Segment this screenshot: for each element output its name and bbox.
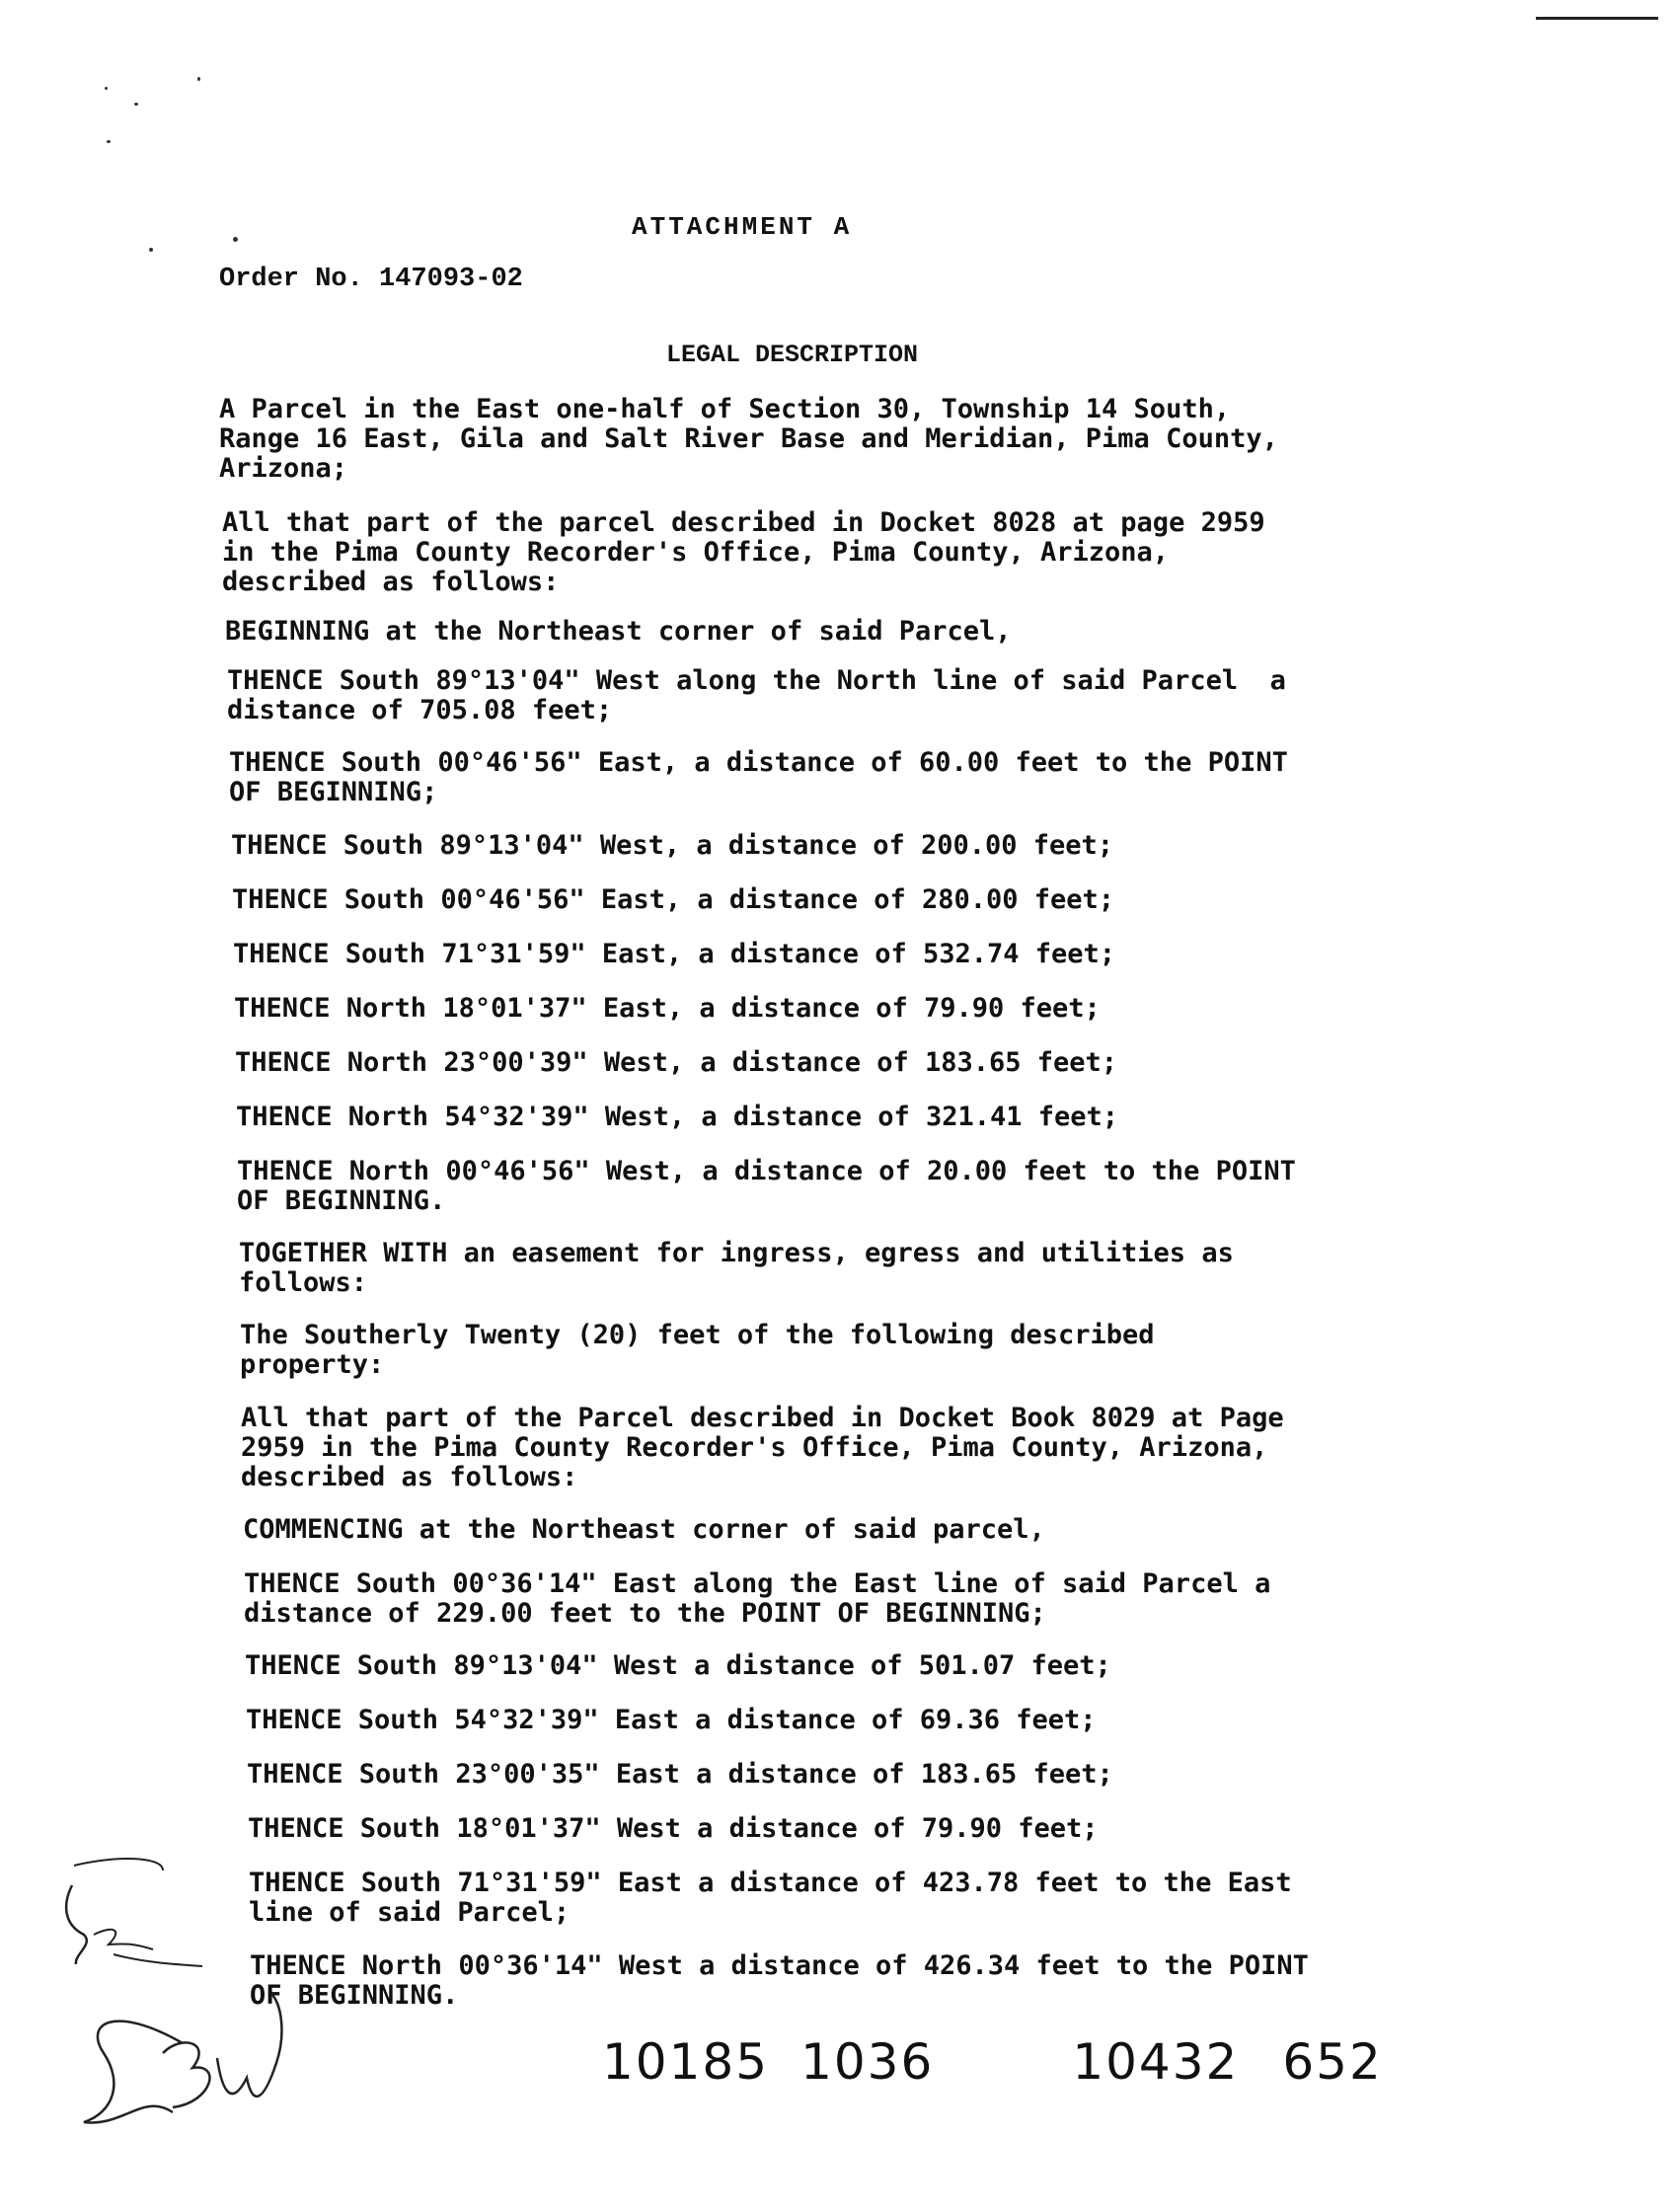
paragraph-easement-docket: All that part of the Parcel described in Docket Book 8029 at Page 2959 in the Pima County Recorder's Office, Pima County, Arizona, described as follows: — [241, 1403, 1284, 1492]
paragraph-course: THENCE South 89°13'04" West a distance of 501.07 feet; — [245, 1650, 1111, 1681]
paragraph-commencing: COMMENCING at the Northeast corner of said parcel, — [243, 1514, 1045, 1545]
paragraph-parcel-docket: All that part of the parcel described in Docket 8028 at page 2959 in the Pima County Recorder's Office, Pima County, Arizona, described as follows: — [222, 507, 1265, 597]
scan-speck — [134, 103, 138, 106]
paragraph-course: THENCE South 18°01'37" West a distance of 79.90 feet; — [248, 1813, 1099, 1844]
scan-speck — [107, 140, 111, 143]
paragraph-course: THENCE South 00°36'14" East along the East line of said Parcel a distance of 229.00 feet to the POINT OF BEGINNING; — [244, 1568, 1271, 1629]
paragraph-course: THENCE South 89°13'04" West, a distance of 200.00 feet; — [231, 830, 1114, 861]
paragraph-course: THENCE South 00°46'56" East, a distance of 60.00 feet to the POINT OF BEGINNING; — [229, 747, 1288, 807]
paragraph-beginning: BEGINNING at the Northeast corner of said Parcel, — [225, 616, 1012, 647]
recording-numbers — [602, 2033, 1383, 2091]
recording-number: 10432 — [1072, 2033, 1240, 2091]
paragraph-course: THENCE South 00°46'56" East, a distance of 280.00 feet; — [232, 884, 1115, 915]
paragraph-course: THENCE North 18°01'37" East, a distance of 79.90 feet; — [234, 993, 1101, 1024]
recording-number: 1036 — [800, 2033, 935, 2091]
attachment-heading: ATTACHMENT A — [632, 212, 853, 242]
handwritten-initials — [54, 1856, 331, 2172]
paragraph-course: THENCE North 00°46'56" West, a distance of 20.00 feet to the POINT OF BEGINNING. — [237, 1156, 1296, 1216]
paragraph-course: THENCE South 23°00'35" East a distance of 183.65 feet; — [247, 1759, 1113, 1790]
paragraph-course: THENCE South 71°31'59" East a distance of 423.78 feet to the East line of said Parcel; — [249, 1868, 1292, 1928]
paragraph-easement: TOGETHER WITH an easement for ingress, egress and utilities as follows: — [239, 1238, 1234, 1298]
scan-speck — [197, 77, 200, 81]
recording-number: 10185 — [602, 2033, 770, 2091]
scan-speck — [105, 87, 108, 90]
recording-number: 652 — [1282, 2033, 1383, 2091]
scan-speck — [233, 237, 238, 242]
paragraph-parcel-location: A Parcel in the East one-half of Section 30, Township 14 South, Range 16 East, Gila and Salt River Base and Meridian, Pima County, Arizona; — [219, 394, 1278, 484]
paragraph-course: THENCE North 23°00'39" West, a distance of 183.65 feet; — [235, 1047, 1118, 1078]
paragraph-course: THENCE South 54°32'39" East a distance of 69.36 feet; — [246, 1705, 1097, 1735]
paragraph-course: THENCE North 00°36'14" West a distance of 426.34 feet to the POINT OF BEGINNING. — [250, 1950, 1309, 2011]
corner-rule — [1536, 17, 1658, 20]
scan-speck — [149, 248, 153, 252]
order-number: Order No. 147093-02 — [219, 265, 523, 294]
paragraph-course: THENCE South 89°13'04" West along the North line of said Parcel a distance of 705.08 feet; — [227, 665, 1286, 725]
paragraph-easement-property: The Southerly Twenty (20) feet of the following described property: — [240, 1320, 1155, 1380]
legal-description-heading: LEGAL DESCRIPTION — [666, 341, 919, 369]
paragraph-course: THENCE North 54°32'39" West, a distance of 321.41 feet; — [236, 1102, 1119, 1132]
paragraph-course: THENCE South 71°31'59" East, a distance of 532.74 feet; — [233, 939, 1116, 969]
